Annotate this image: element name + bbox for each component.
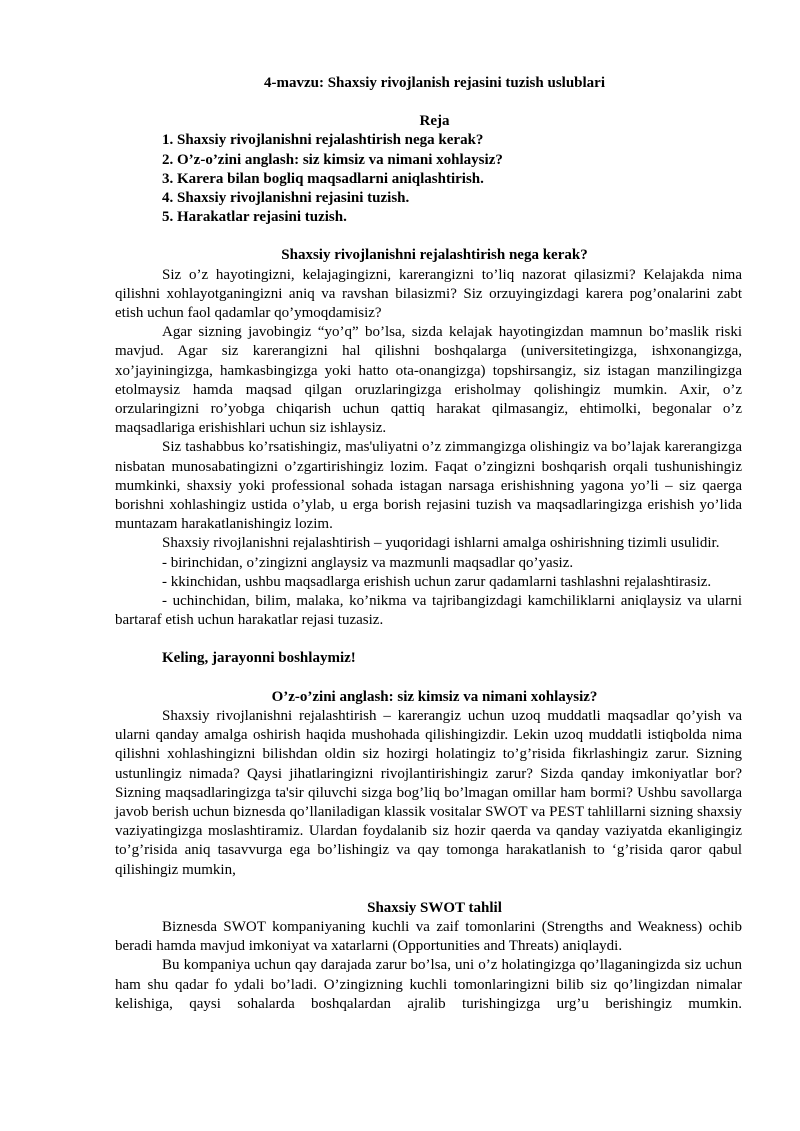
document-title: 4-mavzu: Shaxsiy rivojlanish rejasini tuzish uslublari: [263, 75, 606, 91]
paragraph: Siz tashabbus ko’rsatishingiz, mas'uliyatni o’z zimmangizga olishingiz va bo’lajak karerangizga nisbatan munosabatingizni o’zgartirishingiz lozim. Faqat o’zingizni boshqarish orqali tushunishingiz mumkinki, shaxsiy yoki professional sohada istagan narsaga erishishning yagona yo’li – siz qaerga borishni xohlashingiz ustida o’ylab, u erga borish rejasini tuzish va maqsadlaringizga erishish yo’lida muntazam harakatlanishingiz lozim.: [115, 439, 742, 533]
paragraph: Agar sizning javobingiz “yo’q” bo’lsa, sizda kelajak hayotingizdan mamnun bo’maslik riski mavjud. Agar siz karerangizni hal qilishni boshqalarga (universitetingizga, ishxonangizga, xo’jayiningizga, hamkasbingizga yoki hatto ota-onangizga) topshirsangiz, siz istagan manzilingizga etolmaysiz hamda maqsad qilgan oruzlaringizga erisholmay qolishingiz mumkin. Axir, o’z orzularingizni ro’yobga chiqarish uchun qattiq harakat qilmasangiz, ehtimolki, begonalar o’z maqsadlariga erishishlari uchun siz ishlaysiz.: [115, 324, 742, 437]
section-heading: Shaxsiy SWOT tahlil: [367, 899, 502, 916]
plan-item: 3. Karera bilan bogliq maqsadlarni aniqlashtirish.: [162, 170, 484, 187]
spacer: [115, 880, 742, 899]
plan-list: [115, 131, 742, 227]
plan-item: 1. Shaxsiy rivojlanishni rejalashtirish nega kerak?: [162, 132, 484, 149]
list-item: - uchinchidan, bilim, malaka, ko’nikma va tajribangizdagi kamchiliklarni aniqlaysiz va ularni bartaraf etish uchun harakatlar rejasi tuzasiz.: [115, 593, 742, 629]
plan-item: 4. Shaxsiy rivojlanishni rejasini tuzish.: [162, 190, 410, 207]
lead-text: Keling, jarayonni boshlaymiz!: [162, 650, 356, 667]
plan-heading: Reja: [419, 113, 450, 130]
spacer: [115, 630, 742, 649]
section-heading: O’z-o’zini anglash: siz kimsiz va nimani xohlaysiz?: [271, 688, 598, 705]
list-item: - birinchidan, o’zingizni anglaysiz va mazmunli maqsadlar qo’yasiz.: [162, 554, 574, 571]
paragraph: Shaxsiy rivojlanishni rejalashtirish – karerangiz uchun uzoq muddatli maqsadlar qo’yish va ularni qanday amalga oshirish haqida mushohada qilishingizdir. Lekin uzoq muddatli istiqbolda nima qilishni xohlashingizni bilishdan oldin siz hozirgi holatingiz to’g’risida fikrlashingiz zarur. Sizning ustunlingiz nimada? Qaysi jihatlaringizni rivojlantirishingiz zarur? Sizda qanday imkoniyatlar bor? Sizning maqsadlaringizga ta'sir qiluvchi sizga bog’liq bo’lmagan omillar ham bormi? Ushbu savollarga javob berish uchun biznesda qo’llaniladigan klassik vositalar SWOT va PEST tahlillarni sizning shaxsiy vaziyatingizga moslashtiramiz. Ulardan foydalanib siz hozir qaerda va qanday vaziyatda ekanligingiz to’g’risida aniq tasavvurga ega bo’lishingiz va qay tomonga harakatlanish to ‘g’risida qaror qabul qilishingiz mumkin,: [115, 707, 742, 878]
paragraph: Shaxsiy rivojlanishni rejalashtirish – yuqoridagi ishlarni amalga oshirishning tizimli usulidir.: [162, 535, 720, 552]
paragraph: Siz o’z hayotingizni, kelajagingizni, karerangizni to’liq nazorat qilasizmi? Kelajakda nima qilishni xohlayotganingizni aniq va ravshan bilasizmi? Siz orzuyingizdagi karera pog’onalarini zabt etish uchun faol qadamlar qo’ymoqdamisiz?: [115, 266, 742, 322]
list-item: - kkinchidan, ushbu maqsadlarga erishish uchun zarur qadamlarni tashlashni rejalashtirasiz.: [162, 573, 712, 590]
paragraph: Bu kompaniya uchun qay darajada zarur bo’lsa, uni o’z holatingizga qo’llaganingizda siz uchun ham shu qadar fo ydali bo’ladi. O’zingizning kuchli tomonlaringizni bilib siz qo’lingizdan nimalar kelishiga, qaysi sohalarda boshqalardan ajralib turishingizga urg’u berishingiz mumkin.: [115, 957, 742, 1012]
paragraph: Biznesda SWOT kompaniyaning kuchli va zaif tomonlarini (Strengths and Weakness) ochib beradi hamda mavjud imkoniyat va xatarlarni (Opportunities and Threats) aniqlaydi.: [115, 918, 742, 955]
section-heading: Shaxsiy rivojlanishni rejalashtirish nega kerak?: [281, 247, 588, 264]
plan-item: 2. O’z-o’zini anglash: siz kimsiz va nimani xohlaysiz?: [162, 151, 503, 168]
plan-item: 5. Harakatlar rejasini tuzish.: [162, 209, 347, 226]
